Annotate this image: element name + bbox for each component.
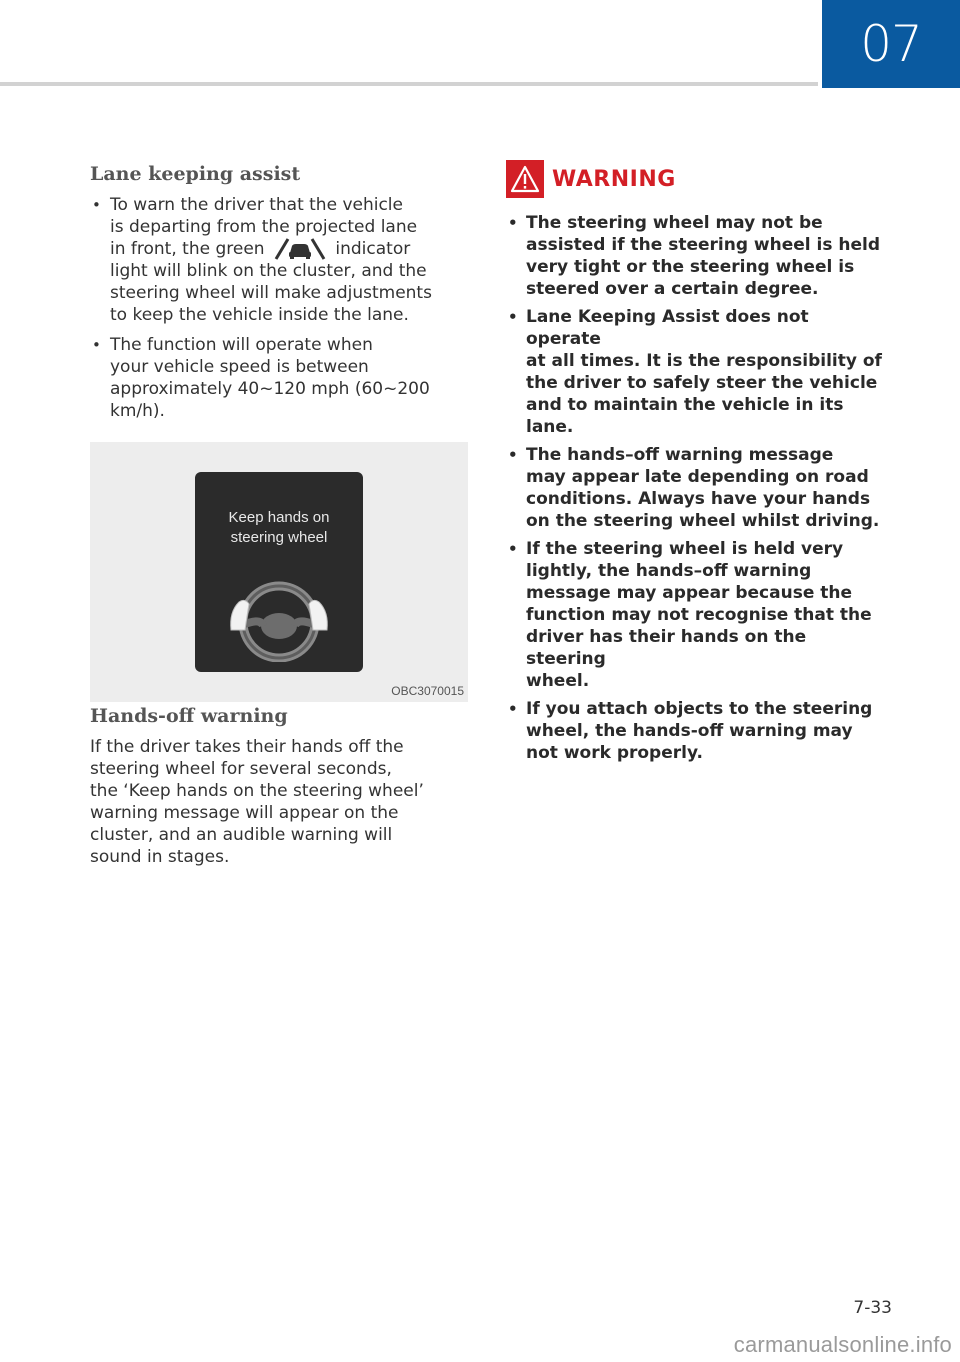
text-line: indicator (335, 239, 411, 259)
warning-item (506, 444, 888, 532)
warning-header (506, 160, 888, 198)
cluster-message-line: Keep hands on (228, 509, 330, 526)
text-line: The hands–off warning message (526, 445, 834, 465)
text-line: to keep the vehicle inside the lane. (110, 305, 409, 325)
warning-item (506, 538, 888, 692)
text-line: wheel. (526, 671, 590, 691)
text-line: in front, the green (110, 239, 265, 259)
text-line: wheel, the hands-off warning may (526, 721, 853, 741)
text-line: km/h). (110, 401, 165, 421)
text-line: driver has their hands on the steering (526, 627, 807, 669)
warning-item (506, 698, 888, 764)
text-line: approximately 40~120 mph (60~200 (110, 379, 430, 399)
lane-keeping-indicator-icon (272, 238, 328, 260)
text-line: steering wheel for several seconds, (90, 759, 392, 779)
text-line: lane. (526, 417, 574, 437)
text-line: steering wheel will make adjustments (110, 283, 432, 303)
bullet-dot: • (92, 196, 101, 214)
cluster-message (195, 508, 363, 548)
text-line: is departing from the projected lane (110, 217, 418, 237)
steering-wheel-illustration (225, 572, 333, 662)
text-line: assisted if the steering wheel is held (526, 235, 881, 255)
left-column (90, 160, 468, 868)
text-line: If the steering wheel is held very (526, 539, 844, 559)
text-line: If you attach objects to the steering (526, 699, 873, 719)
watermark-link[interactable]: carmanualsonline.info (733, 1332, 952, 1357)
cluster-display (195, 472, 363, 672)
text-line: If the driver takes their hands off the (90, 737, 404, 757)
text-line: steered over a certain degree. (526, 279, 819, 299)
hands-off-paragraph (90, 736, 468, 868)
text-line: the driver to safely steer the vehicle (526, 373, 878, 393)
warning-item (506, 212, 888, 300)
text-line: may appear late depending on road (526, 467, 869, 487)
cluster-message-line: steering wheel (230, 529, 328, 546)
lane-keeping-list (90, 194, 468, 422)
text-line: very tight or the steering wheel is (526, 257, 855, 277)
text-line: function may not recognise that the (526, 605, 872, 625)
text-line: and to maintain the vehicle in its (526, 395, 844, 415)
text-line: on the steering wheel whilst driving. (526, 511, 880, 531)
bullet-dot: • (508, 214, 518, 232)
text-line: sound in stages. (90, 847, 230, 867)
text-line: light will blink on the cluster, and the (110, 261, 427, 281)
bullet-dot: • (508, 540, 518, 558)
text-line: cluster, and an audible warning will (90, 825, 393, 845)
text-line: not work properly. (526, 743, 703, 763)
warning-title: WARNING (552, 166, 676, 192)
lane-keeping-heading: Lane keeping assist (90, 163, 301, 185)
text-line: lightly, the hands–off warning (526, 561, 812, 581)
chapter-tab: 07 (822, 0, 960, 88)
warning-triangle-icon (506, 160, 544, 198)
warning-item (506, 306, 888, 438)
text-line: The steering wheel may not be (526, 213, 823, 233)
text-line: message may appear because the (526, 583, 853, 603)
list-item (90, 334, 468, 422)
text-line: To warn the driver that the vehicle (110, 195, 403, 215)
bullet-dot: • (508, 308, 518, 326)
right-column (506, 160, 888, 770)
warning-list (506, 212, 888, 764)
text-line: at all times. It is the responsibility of (526, 351, 882, 371)
page-number: 7-33 (853, 1298, 892, 1318)
text-line: warning message will appear on the (90, 803, 399, 823)
bullet-dot: • (508, 446, 518, 464)
cluster-figure (90, 442, 468, 702)
hands-off-heading: Hands-off warning (90, 705, 288, 727)
figure-code: OBC3070015 (391, 684, 464, 698)
text-line: the ‘Keep hands on the steering wheel’ (90, 781, 424, 801)
text-line: Lane Keeping Assist does not operate (526, 307, 809, 349)
text-line: The function will operate when (110, 335, 373, 355)
list-item (90, 194, 468, 326)
text-line: conditions. Always have your hands (526, 489, 871, 509)
bullet-dot: • (508, 700, 518, 718)
bullet-dot: • (92, 336, 101, 354)
text-line: your vehicle speed is between (110, 357, 369, 377)
header-rule (0, 82, 818, 86)
